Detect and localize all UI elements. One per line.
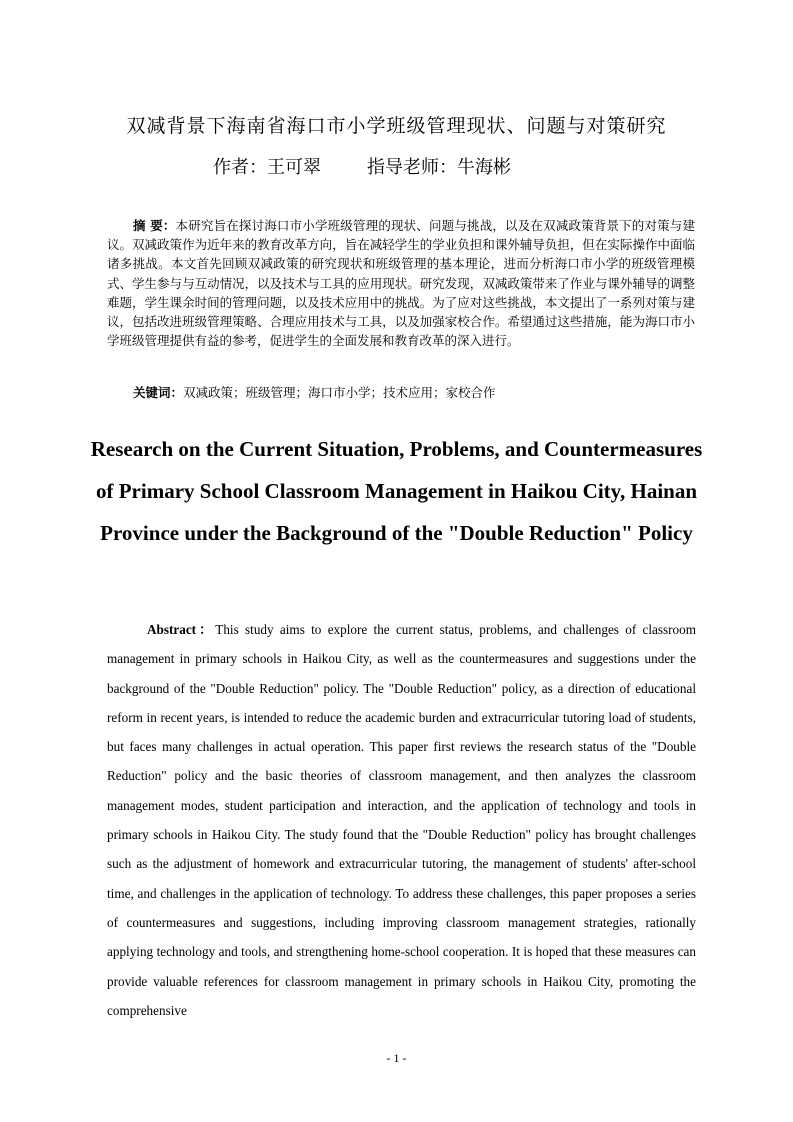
chinese-keywords-text: 双减政策；班级管理；海口市小学；技术应用；家校合作 <box>183 385 496 400</box>
english-abstract <box>107 615 696 1025</box>
chinese-author-line <box>213 153 511 179</box>
chinese-keywords-label: 关键词： <box>133 385 184 400</box>
chinese-keywords <box>133 383 693 401</box>
english-abstract-label: Abstract： <box>147 622 216 637</box>
english-title: Research on the Current Situation, Problems, and Countermeasures of Primary School Classroom Management in Haikou City, Hainan Province under the Background of the "Double Reduction" Policy <box>90 437 703 545</box>
page-number: - 1 - <box>386 1051 407 1065</box>
advisor-name: 指导老师：牛海彬 <box>367 157 511 178</box>
english-abstract-text: This study aims to explore the current status, problems, and challenges of classroom management in primary schools in Haikou City, as well as the countermeasures and suggestions under the background of the "Double Reduction" policy. The "Double Reduction" policy, as a direction of educational reform in recent years, is intended to reduce the academic burden and extracurricular tutoring load of students, but faces many challenges in actual operation. This paper first reviews the research status of the "Double Reduction" policy and the basic theories of classroom management, and then analyzes the classroom management modes, student participation and interaction, and the application of technology and tools in primary schools in Haikou City. The study found that the "Double Reduction" policy has brought challenges such as the adjustment of homework and extracurricular tutoring, the management of students' after-school time, and challenges in the application of technology. To address these challenges, this paper proposes a series of countermeasures and suggestions, including improving classroom management strategies, rationally applying technology and tools, and strengthening home-school cooperation. It is hoped that these measures can provide valuable references for classroom management in primary schools in Haikou City, promoting the comprehensive <box>107 622 696 1018</box>
chinese-abstract-label: 摘 要： <box>133 218 176 233</box>
chinese-abstract-text: 本研究旨在探讨海口市小学班级管理的现状、问题与挑战，以及在双减政策背景下的对策与建议。双减政策作为近年来的教育改革方向，旨在减轻学生的学业负担和课外辅导负担，但在实际操作中面临诸多挑战。本文首先回顾双减政策的研究现状和班级管理的基本理论，进而分析海口市小学的班级管理模式、学生参与与互动情况，以及技术与工具的应用现状。研究发现，双减政策带来了作业与课外辅导的调整难题，学生课余时间的管理问题，以及技术应用中的挑战。为了应对这些挑战，本文提出了一系列对策与建议，包括改进班级管理策略、合理应用技术与工具，以及加强家校合作。希望通过这些措施，能为海口市小学班级管理提供有益的参考，促进学生的全面发展和教育改革的深入进行。 <box>107 218 695 349</box>
author-name: 作者：王可翠 <box>213 157 321 178</box>
chinese-title: 双减背景下海南省海口市小学班级管理现状、问题与对策研究 <box>126 115 667 137</box>
chinese-abstract <box>107 216 695 350</box>
